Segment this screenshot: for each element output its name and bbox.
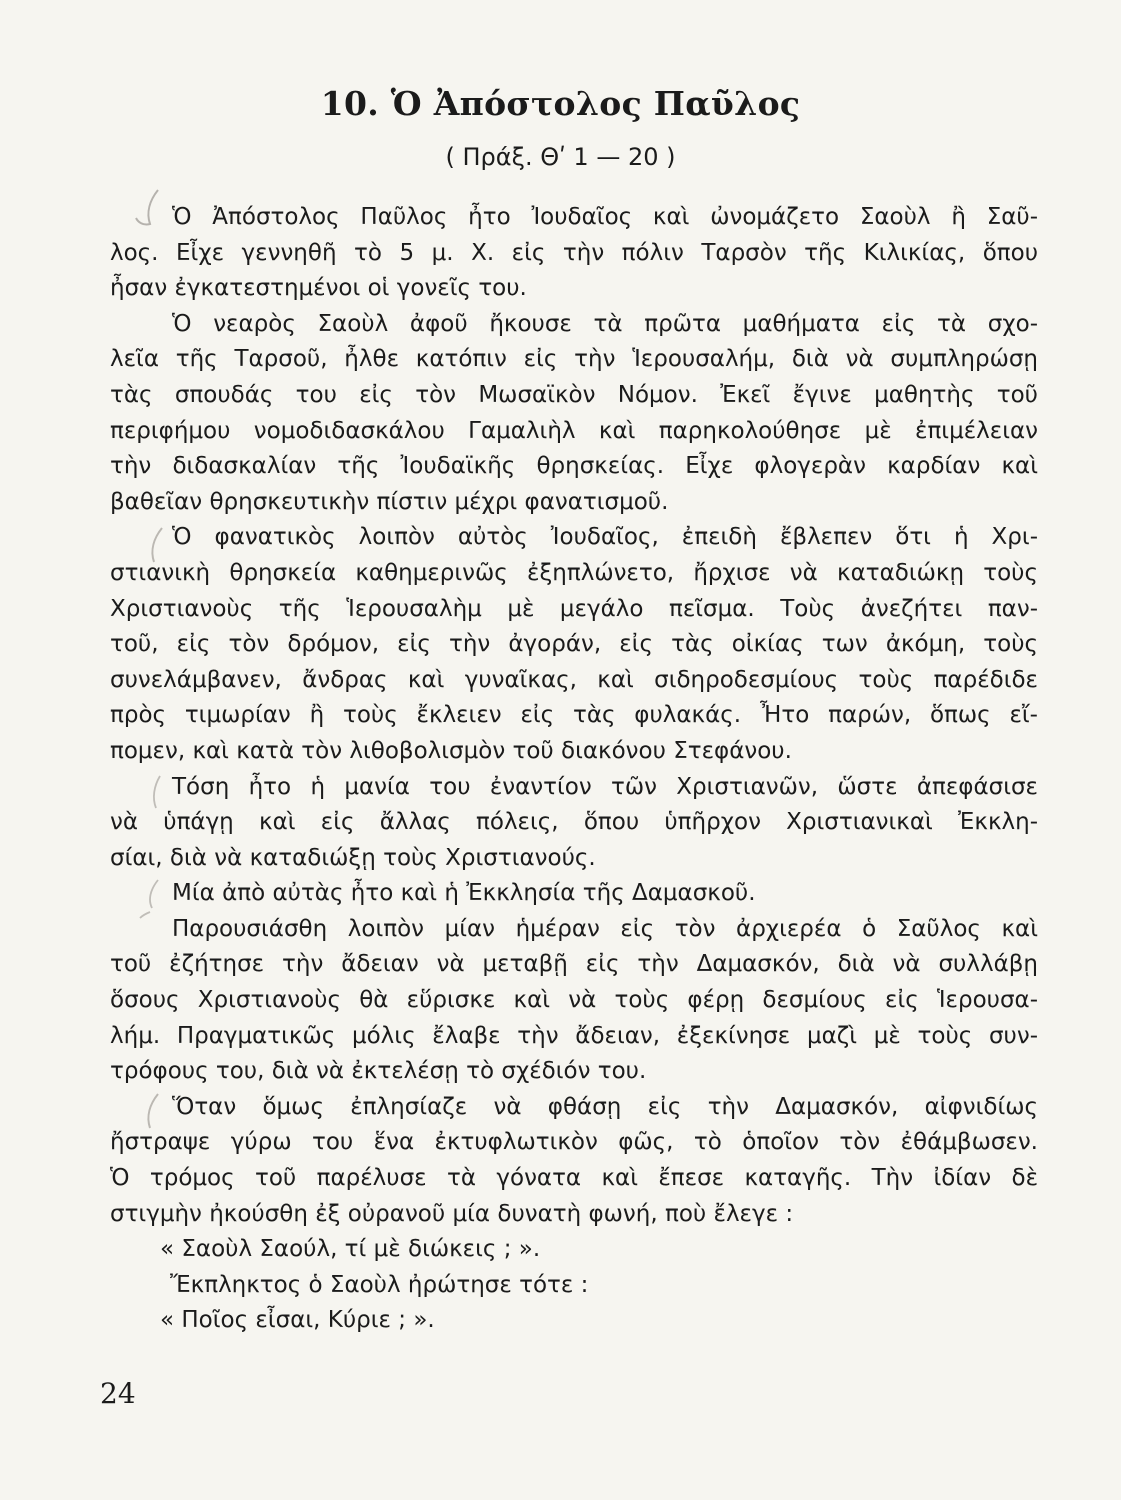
paragraph <box>110 770 1038 877</box>
dialogue-block <box>110 1232 1038 1339</box>
text-line: Τόση ἦτο ἡ μανία του ἐναντίον τῶν Χριστιανῶν, ὥστε ἀπεφάσισε <box>172 773 1038 800</box>
text-line: Μία ἀπὸ αὐτὰς ἦτο καὶ ἡ Ἐκκλησία τῆς Δαμασκοῦ. <box>172 880 756 907</box>
scripture-reference: ( Πράξ. Θʹ 1 — 20 ) <box>445 143 676 171</box>
quote-line: « Σαοὺλ Σαούλ, τί μὲ διώκεις ; ». <box>160 1236 541 1263</box>
chapter-title: 10. Ὁ Ἀπόστολος Παῦλος <box>320 84 801 123</box>
text-line: περιφήμου νομοδιδασκάλου Γαμαλιὴλ καὶ παρηκολούθησε μὲ ἐπιμέλειαν <box>110 417 1038 444</box>
narration-line: Ἔκπληκτος ὁ Σαοὺλ ἠρώτησε τότε : <box>170 1271 589 1298</box>
text-line: Ὁ τρόμος τοῦ παρέλυσε τὰ γόνατα καὶ ἔπεσε καταγῆς. Τὴν ἰδίαν δὲ <box>110 1165 1038 1192</box>
text-line: σίαι, διὰ νὰ καταδιώξῃ τοὺς Χριστιανούς. <box>110 844 596 871</box>
text-line: λήμ. Πραγματικῶς μόλις ἔλαβε τὴν ἄδειαν, ἐξεκίνησε μαζὶ μὲ τοὺς συν- <box>110 1022 1038 1049</box>
text-line: λεῖα τῆς Ταρσοῦ, ἦλθε κατόπιν εἰς τὴν Ἱερουσαλήμ, διὰ νὰ συμπληρώσῃ <box>110 346 1038 373</box>
text-line: Ὁ Ἀπόστολος Παῦλος ἦτο Ἰουδαῖος καὶ ὠνομάζετο Σαοὺλ ἢ Σαῦ- <box>172 204 1038 230</box>
text-line: τὰς σπουδάς του εἰς τὸν Μωσαϊκὸν Νόμον. Ἐκεῖ ἔγινε μαθητὴς τοῦ <box>110 381 1038 408</box>
text-line: ἤστραψε γύρω του ἕνα ἐκτυφλωτικὸν φῶς, τὸ ὁποῖον τὸν ἐθάμβωσεν. <box>110 1129 1038 1156</box>
text-line: νὰ ὑπάγῃ καὶ εἰς ἄλλας πόλεις, ὅπου ὑπῆρχον Χριστιανικαὶ Ἐκκλη- <box>110 809 1038 836</box>
text-line: στιανικὴ θρησκεία καθημερινῶς ἐξηπλώνετο, ἤρχισε νὰ καταδιώκῃ τοὺς <box>110 559 1038 586</box>
text-line: βαθεῖαν θρησκευτικὴν πίστιν μέχρι φανατισμοῦ. <box>110 488 669 515</box>
text-line: τοῦ, εἰς τὸν δρόμον, εἰς τὴν ἀγοράν, εἰς τὰς οἰκίας των ἀκόμη, τοὺς <box>110 631 1038 658</box>
text-line: στιγμὴν ἠκούσθη ἐξ οὐρανοῦ μία δυνατὴ φωνή, ποὺ ἔλεγε : <box>110 1200 794 1227</box>
text-line: τοῦ ἐζήτησε τὴν ἄδειαν νὰ μεταβῇ εἰς τὴν Δαμασκόν, διὰ νὰ συλλάβῃ <box>110 951 1038 978</box>
body-text <box>110 200 1038 1339</box>
text-line: λος. Εἶχε γεννηθῆ τὸ 5 μ. Χ. εἰς τὴν πόλιν Ταρσὸν τῆς Κιλικίας, ὅπου <box>110 239 1038 266</box>
paragraph <box>110 1090 1038 1232</box>
paragraph <box>110 876 1038 912</box>
page-number: 24 <box>100 1377 136 1410</box>
paragraph <box>110 307 1038 521</box>
text-line: ἦσαν ἐγκατεστημένοι οἱ γονεῖς του. <box>110 275 527 302</box>
paragraph <box>110 200 1038 307</box>
text-line: Χριστιανοὺς τῆς Ἱερουσαλὴμ μὲ μεγάλο πεῖσμα. Τοὺς ἀνεζήτει παν- <box>110 595 1038 622</box>
quote-line: « Ποῖος εἶσαι, Κύριε ; ». <box>160 1307 435 1334</box>
text-line: Ὁ φανατικὸς λοιπὸν αὐτὸς Ἰουδαῖος, ἐπειδὴ ἔβλεπεν ὅτι ἡ Χρι- <box>172 524 1038 551</box>
paragraph <box>110 912 1038 1090</box>
text-line: Ὅταν ὅμως ἐπλησίαζε νὰ φθάσῃ εἰς τὴν Δαμασκόν, αἰφνιδίως <box>172 1093 1038 1120</box>
text-line: πομεν, καὶ κατὰ τὸν λιθοβολισμὸν τοῦ διακόνου Στεφάνου. <box>110 737 792 764</box>
text-line: τρόφους του, διὰ νὰ ἐκτελέσῃ τὸ σχέδιόν του. <box>110 1058 647 1085</box>
paragraph <box>110 520 1038 769</box>
text-line: τὴν διδασκαλίαν τῆς Ἰουδαϊκῆς θρησκείας. Εἶχε φλογερὰν καρδίαν καὶ <box>110 453 1038 480</box>
text-line: Ὁ νεαρὸς Σαοὺλ ἀφοῦ ἤκουσε τὰ πρῶτα μαθήματα εἰς τὰ σχο- <box>172 310 1038 337</box>
text-line: ὅσους Χριστιανοὺς θὰ εὕρισκε καὶ νὰ τοὺς φέρῃ δεσμίους εἰς Ἱερουσα- <box>110 987 1038 1014</box>
text-line: συνελάμβανεν, ἄνδρας καὶ γυναῖκας, καὶ σιδηροδεσμίους τοὺς παρέδιδε <box>110 666 1038 693</box>
text-line: πρὸς τιμωρίαν ἢ τοὺς ἔκλειεν εἰς τὰς φυλακάς. Ἦτο παρών, ὅπως εἴ- <box>110 702 1038 729</box>
text-line: Παρουσιάσθη λοιπὸν μίαν ἡμέραν εἰς τὸν ἀρχιερέα ὁ Σαῦλος καὶ <box>172 915 1038 942</box>
